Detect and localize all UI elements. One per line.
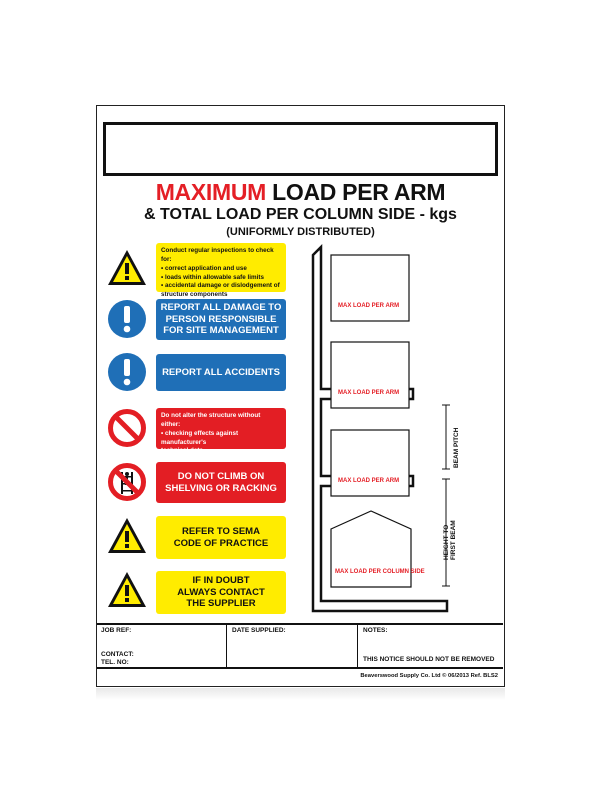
- notes-cell[interactable]: [359, 625, 503, 667]
- notice-line: FOR SITE MANAGEMENT: [163, 325, 279, 337]
- form-footer: [97, 623, 503, 669]
- notice-bullet: • loads within allowable safe limits: [161, 273, 264, 281]
- notice-do-not-climb: [156, 462, 286, 503]
- sign-title: [97, 181, 504, 204]
- notice-line: DO NOT CLIMB ON: [177, 470, 265, 482]
- notice-if-in-doubt: [156, 571, 286, 614]
- job-ref-cell[interactable]: [97, 625, 227, 667]
- notice-report-accidents: [156, 354, 286, 391]
- notice-line: REFER TO SEMA: [182, 525, 260, 537]
- notice-heading: Conduct regular inspections to check for:: [161, 247, 274, 263]
- notice-report-damage: [156, 299, 286, 340]
- notice-line: IF IN DOUBT: [192, 574, 250, 586]
- arm-label-1: MAX LOAD PER ARM: [338, 303, 400, 309]
- tel-label: TEL. NO:: [101, 658, 129, 666]
- mandatory-exclamation-icon: [107, 299, 147, 339]
- sign-subtitle-note: (UNIFORMLY DISTRIBUTED): [226, 226, 375, 238]
- notice-bullet: • checking effects against manufacturer's: [161, 430, 239, 446]
- notice-bullet: • obtaining approval from supplier: [161, 455, 264, 463]
- notice-inspections: [156, 243, 286, 298]
- notice-line: SHELVING OR RACKING: [165, 482, 277, 494]
- title-black-part: LOAD PER ARM: [266, 179, 446, 205]
- notice-line: CODE OF PRACTICE: [173, 537, 269, 549]
- notice-line: ALWAYS CONTACT: [177, 586, 265, 598]
- contact-label: CONTACT:: [101, 651, 134, 658]
- notice-bullet: • correct application and use: [161, 265, 247, 272]
- copyright-credit: Beaverswood Supply Co. Ltd © 06/2013 Ref. BLS2: [360, 673, 498, 679]
- notes-label: NOTES:: [363, 627, 388, 634]
- notice-line: THE SUPPLIER: [186, 598, 256, 610]
- do-not-remove-note: THIS NOTICE SHOULD NOT BE REMOVED: [363, 656, 495, 663]
- job-ref-label: JOB REF:: [101, 627, 132, 634]
- arm-label-3: MAX LOAD PER ARM: [338, 478, 400, 484]
- notice-line: REPORT ALL DAMAGE TO: [160, 301, 282, 313]
- date-supplied-label: DATE SUPPLIED:: [232, 627, 286, 634]
- warning-triangle-icon: [107, 516, 147, 556]
- safety-sign: [96, 105, 505, 687]
- notice-heading: Do not alter the structure without either:: [161, 412, 261, 428]
- notice-line: REPORT ALL ACCIDENTS: [162, 366, 280, 378]
- notice-bullet: technical data: [161, 447, 203, 454]
- beam-pitch-label: BEAM PITCH: [453, 427, 460, 468]
- blank-header-box: [103, 122, 498, 176]
- arm-label-2: MAX LOAD PER ARM: [338, 390, 400, 396]
- height-to-first-beam-label: [443, 520, 457, 560]
- prohibition-icon: [107, 408, 147, 448]
- contact-block: [101, 651, 134, 667]
- no-climbing-icon: [107, 462, 147, 502]
- date-supplied-cell[interactable]: [228, 625, 358, 667]
- sign-shadow: [96, 688, 505, 700]
- title-red-part: MAXIMUM: [155, 179, 267, 205]
- column-label: MAX LOAD PER COLUMN SIDE: [335, 569, 425, 575]
- notice-do-not-alter: [156, 408, 286, 463]
- notice-line: PERSON RESPONSIBLE: [165, 313, 277, 325]
- sign-subtitle: & TOTAL LOAD PER COLUMN SIDE - kgs: [144, 206, 457, 223]
- notice-sema-code: [156, 516, 286, 559]
- warning-triangle-icon: [107, 248, 147, 288]
- notice-bullet: structure components: [161, 290, 228, 298]
- warning-triangle-icon: [107, 570, 147, 610]
- mandatory-exclamation-icon: [107, 352, 147, 392]
- height-label-line: FIRST BEAM: [450, 520, 458, 560]
- notice-bullet: • accidental damage or dislodgement of: [161, 282, 280, 289]
- height-label-line: HEIGHT TO: [443, 524, 450, 560]
